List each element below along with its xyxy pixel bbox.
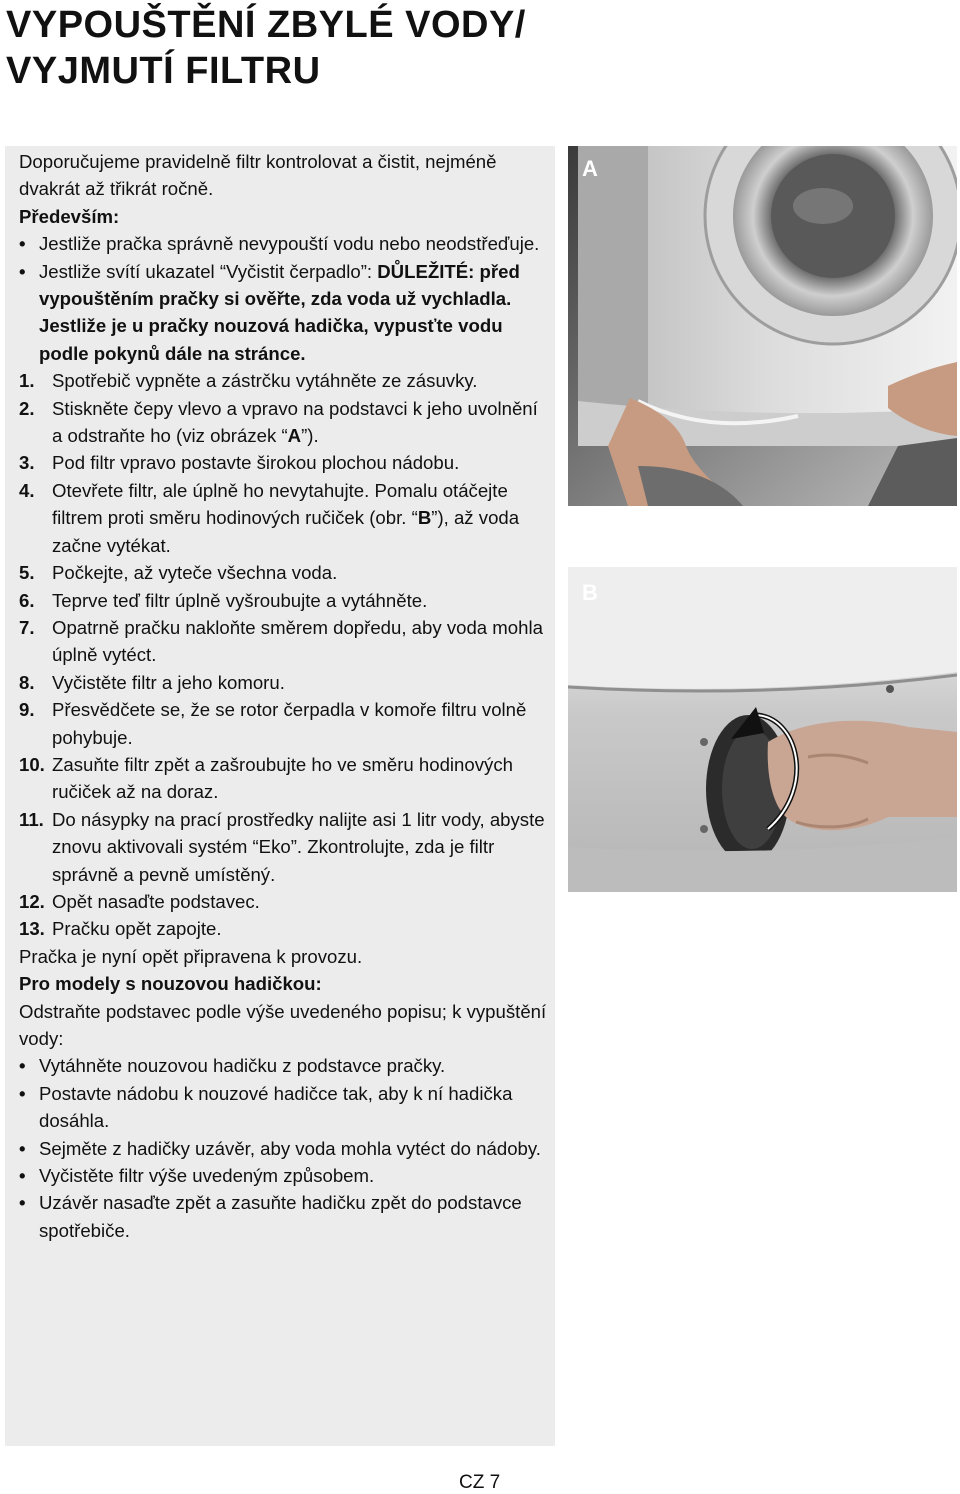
- figure-b-label: B: [582, 580, 598, 605]
- step-item: [19, 477, 549, 559]
- especially-item-text: Jestliže svítí ukazatel “Vyčistit čerpadlo”:: [39, 260, 378, 282]
- step-text: Otevřete filtr, ale úplně ho nevytahujte. Pomalu otáčejte filtrem proti směru hodinových ručiček (obr. “: [52, 479, 508, 529]
- step-number: 5.: [19, 562, 35, 584]
- step-number: 9.: [19, 699, 35, 721]
- step-item: [19, 559, 549, 586]
- ready-text: Pračka je nyní opět připravena k provozu.: [19, 945, 363, 967]
- step-text: Počkejte, až vyteče všechna voda.: [52, 562, 338, 584]
- step-text: Spotřebič vypněte a zástrčku vytáhněte ze zásuvky.: [52, 370, 478, 392]
- emergency-list: [19, 1052, 549, 1244]
- step-number: 2.: [19, 397, 35, 419]
- step-text: B: [417, 507, 432, 529]
- steps-list: [19, 367, 549, 943]
- step-number: 8.: [19, 671, 35, 693]
- title-line-1: VYPOUŠTĚNÍ ZBYLÉ VODY/: [6, 4, 526, 46]
- step-text: Do násypky na prací prostředky nalijte asi 1 litr vody, abyste znovu aktivovali systém “Eko”. Zkontrolujte, zda je filtr správně a pevně umístěný.: [52, 808, 545, 885]
- step-item: [19, 614, 549, 669]
- especially-list: [19, 230, 549, 367]
- title-line-2: VYJMUTÍ FILTRU: [6, 50, 321, 92]
- especially-item: [19, 258, 549, 368]
- intro-paragraph: Doporučujeme pravidelně filtr kontrolovat a čistit, nejméně dvakrát až třikrát ročně.: [19, 151, 497, 200]
- especially-item-text: Jestliže pračka správně nevypouští vodu nebo neodstřeďuje.: [39, 233, 540, 255]
- emergency-heading: Pro modely s nouzovou hadičkou:: [19, 973, 322, 995]
- step-item: [19, 449, 549, 476]
- step-item: [19, 367, 549, 394]
- instructions-content: [19, 148, 549, 1244]
- page-number: CZ 7: [459, 1472, 501, 1493]
- step-item: [19, 587, 549, 614]
- step-item: [19, 696, 549, 751]
- emergency-intro: Odstraňte podstavec podle výše uvedeného popisu; k vypuštění vody:: [19, 1000, 547, 1049]
- step-text: Teprve teď filtr úplně vyšroubujte a vytáhněte.: [52, 589, 428, 611]
- step-text: Zasuňte filtr zpět a zašroubujte ho ve směru hodinových ručiček až na doraz.: [52, 753, 513, 803]
- step-number: 13.: [19, 918, 45, 940]
- step-item: [19, 888, 549, 915]
- step-number: 12.: [19, 890, 45, 912]
- step-number: 1.: [19, 370, 35, 392]
- step-item: [19, 395, 549, 450]
- emergency-item: • Sejměte z hadičky uzávěr, aby voda mohla vytéct do nádoby.: [19, 1135, 549, 1162]
- step-number: 7.: [19, 616, 35, 638]
- especially-item: [19, 230, 549, 257]
- especially-label: Především:: [19, 205, 120, 227]
- step-item: [19, 915, 549, 942]
- step-item: [19, 806, 549, 888]
- step-number: 3.: [19, 452, 35, 474]
- step-text: Stiskněte čepy vlevo a vpravo na podstavci k jeho uvolnění a odstraňte ho (viz obrázek “: [52, 397, 538, 447]
- step-number: 10.: [19, 753, 45, 775]
- step-number: 6.: [19, 589, 35, 611]
- emergency-item: • Vytáhněte nouzovou hadičku z podstavce pračky.: [19, 1052, 549, 1079]
- figure-a-label: A: [582, 156, 598, 181]
- figure-a-image: [568, 146, 957, 506]
- emergency-item: • Postavte nádobu k nouzové hadičce tak, aby k ní hadička dosáhla.: [19, 1080, 549, 1135]
- step-text: Opět nasaďte podstavec.: [52, 890, 260, 912]
- page-title: [6, 2, 946, 94]
- step-text: Pod filtr vpravo postavte širokou plochou nádobu.: [52, 452, 460, 474]
- step-number: 11.: [19, 808, 44, 830]
- step-text: Vyčistěte filtr a jeho komoru.: [52, 671, 285, 693]
- step-item: [19, 751, 549, 806]
- step-text: ”), až voda začne vytékat.: [52, 507, 520, 556]
- figure-b-illustration: [568, 567, 957, 892]
- emergency-item: • Uzávěr nasaďte zpět a zasuňte hadičku zpět do podstavce spotřebiče.: [19, 1189, 549, 1244]
- especially-item-bold: DŮLEŽITÉ: před vypouštěním pračky si ověřte, zda voda už vychladla. Jestliže je u pračky nouzová hadička, vypusťte vodu podle pokynů dále na stránce.: [39, 260, 520, 364]
- figure-b-image: [568, 567, 957, 892]
- step-text: Přesvědčete se, že se rotor čerpadla v komoře filtru volně pohybuje.: [52, 699, 527, 748]
- step-item: [19, 669, 549, 696]
- emergency-item: • Vyčistěte filtr výše uvedeným způsobem.: [19, 1162, 549, 1189]
- step-text: Opatrně pračku nakloňte směrem dopředu, aby voda mohla úplně vytéct.: [52, 616, 543, 666]
- step-text: Pračku opět zapojte.: [52, 918, 222, 940]
- step-text: ”).: [301, 425, 319, 447]
- step-text: A: [287, 425, 302, 447]
- step-number: 4.: [19, 479, 35, 501]
- figure-a-illustration: [568, 146, 957, 506]
